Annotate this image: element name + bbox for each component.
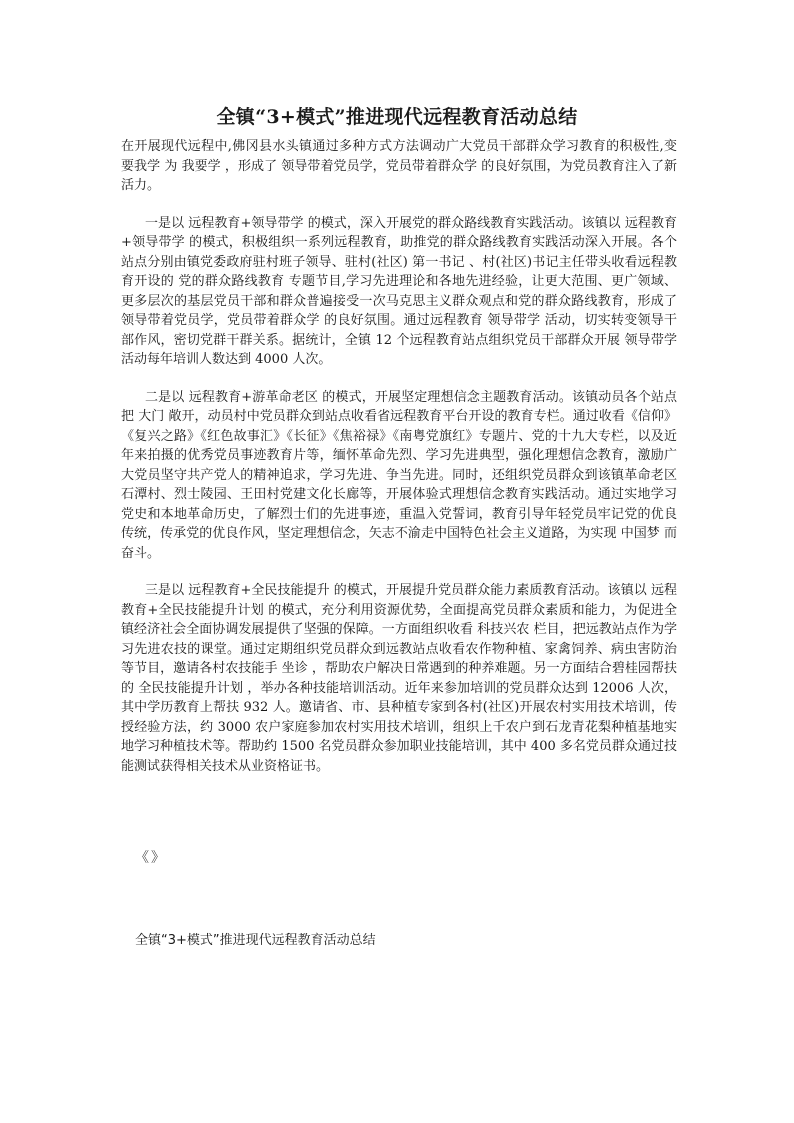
next-link[interactable]: 》 — [151, 850, 165, 866]
footer-title: 全镇“3+模式”推进现代远程教育活动总结 — [135, 933, 376, 948]
previous-link[interactable]: 《 — [135, 850, 149, 866]
section-three-paragraph: 三是以 远程教育+全民技能提升 的模式，开展提升党员群众能力素质教育活动。该镇以 远程教育+全民技能提升计划 的模式，充分利用资源优势，全面提高党员群众素质和能力，为促进全镇经济社会全面协调发展提供了坚强的保障。一方面组织收看 科技兴农 栏目，把远教站点作为学习先进农技的课堂。通过定期组织党员群众到远教站点收看农作物种植、家禽饲养、病虫害防治等节目，邀请各村农技能手 坐诊 ，帮助农户解决日常遇到的种养难题。另一方面结合碧桂园帮扶的 全民技能提升计划 ，举办各种技能培训活动。近年来参加培训的党员群众达到 12006 人次，其中学历教育上帮扶 932 人。邀请省、市、县种植专家到各村(社区)开展农村实用技术培训，传授经验方法，约 3000 农户家庭参加农村实用技术培训，组织上千农户到石龙青花梨种植基地实地学习种植技术等。帮助约 1500 名党员群众参加职业技能培训，其中 400 多名党员群众通过技能测试获得相关技术从业资格证书。 — [121, 583, 677, 774]
intro-paragraph: 在开展现代远程中,佛冈县水头镇通过多种方式方法调动广大党员干部群众学习教育的积极性,变 要我学 为 我要学 ，形成了 领导带着党员学，党员带着群众学 的良好氛围，为党员教育注入了新活力。 — [121, 139, 677, 193]
document-body — [121, 137, 677, 794]
page-nav — [134, 848, 166, 868]
section-two-paragraph: 二是以 远程教育+游革命老区 的模式，开展坚定理想信念主题教育活动。该镇动员各个站点把 大门 敞开，动员村中党员群众到站点收看省远程教育平台开设的教育专栏。通过收看《信仰》《复兴之路》《红色故事汇》《长征》《焦裕禄》《南粤党旗红》专题片、党的十九大专栏，以及近年来拍摄的优秀党员事迹教育片等，缅怀革命先烈、学习先进典型，强化理想信念教育，激励广大党员坚守共产党人的精神追求，学习先进、争当先进。同时，还组织党员群众到该镇革命老区石潭村、烈士陵园、王田村党建文化长廊等，开展体验式理想信念教育实践活动。通过实地学习党史和本地革命历史，了解烈士们的先进事迹，重温入党誓词，教育引导年轻党员牢记党的优良传统，传承党的优良作风，坚定理想信念，矢志不渝走中国特色社会主义道路，为实现 中国梦 而奋斗。 — [121, 389, 677, 561]
section-one-paragraph: 一是以 远程教育+领导带学 的模式，深入开展党的群众路线教育实践活动。该镇以 远程教育+领导带学 的模式，积极组织一系列远程教育，助推党的群众路线教育实践活动深入开展。各个站点分别由镇党委政府驻村班子领导、驻村(社区) 第一书记 、村(社区)书记主任带头收看远程教育开设的 党的群众路线教育 专题节目,学习先进理论和各地先进经验，让更大范围、更广领域、更多层次的基层党员干部和群众普遍接受一次马克思主义群众观点和党的群众路线教育，形成了 领导带着党员学，党员带着群众学 的良好氛围。通过远程教育 领导带学 活动，切实转变领导干部作风，密切党群干群关系。据统计，全镇 12 个远程教育站点组织党员干部群众开展 领导带学 活动每年培训人数达到 4000 人次。 — [121, 215, 677, 367]
document-title: 全镇“3+模式”推进现代远程教育活动总结 — [216, 106, 578, 128]
